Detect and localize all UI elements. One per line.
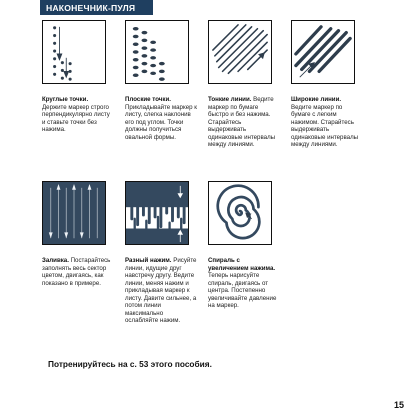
caption-title: Разный нажим. (125, 257, 172, 264)
section-header (40, 0, 153, 15)
caption-text: Теперь нарисуйте спираль, двигаясь от центра. Постепенно увеличивайте давление на маркер. (208, 272, 277, 310)
caption-spiral (208, 257, 280, 310)
caption-title: Спираль с увеличением нажима. (208, 257, 276, 272)
caption-varying-pressure (125, 257, 197, 325)
caption-fill (42, 257, 114, 287)
caption-text: Держите маркер строго перпендикулярно листу и ставьте точки без нажима. (42, 103, 110, 134)
caption-title: Тонкие линии. (208, 96, 252, 103)
caption-text: Постарайтесь заполнять весь сектор цветом, двигаясь, как показано в примере. (42, 257, 111, 287)
wide-lines-swatch (291, 20, 355, 84)
caption-text: Ведите маркер по бумаге с легким нажимом. Старайтесь выдерживать одинаковые интервалы между линиями. (291, 103, 359, 149)
caption-text: Прикладывайте маркер к листу, слегка наклонив его под углом. Точки должны получиться овальной формы. (125, 103, 197, 141)
caption-flat-dots (125, 96, 197, 141)
varying-pressure-swatch (125, 181, 189, 245)
section-title: НАКОНЕЧНИК-ПУЛЯ (46, 2, 136, 13)
caption-text: Ведите маркер по бумаге быстро и без нажима. Старайтесь выдерживать одинаковые интервалы между линиями. (208, 96, 276, 149)
spiral-swatch (208, 181, 272, 245)
caption-title: Плоские точки. (125, 96, 171, 103)
caption-wide-lines (291, 96, 363, 149)
caption-round-dots (42, 96, 114, 134)
caption-title: Широкие линии. (291, 96, 342, 103)
flat-dots-swatch (125, 20, 189, 84)
caption-title: Круглые точки. (42, 96, 89, 103)
fill-swatch (42, 181, 106, 245)
page-number: 15 (393, 400, 404, 410)
caption-title: Заливка. (42, 257, 69, 264)
thin-lines-swatch (208, 20, 272, 84)
caption-thin-lines (208, 96, 280, 149)
footer-practice-note: Потренируйтесь на с. 53 этого пособия. (48, 359, 212, 369)
round-dots-swatch (42, 20, 106, 84)
caption-text: Рисуйте линии, идущие друг навстречу другу. Ведите линии, меняя нажим и прикладывая маркер к листу. Давите сильнее, а потом линии максимально ослабляйте нажим. (125, 257, 197, 325)
